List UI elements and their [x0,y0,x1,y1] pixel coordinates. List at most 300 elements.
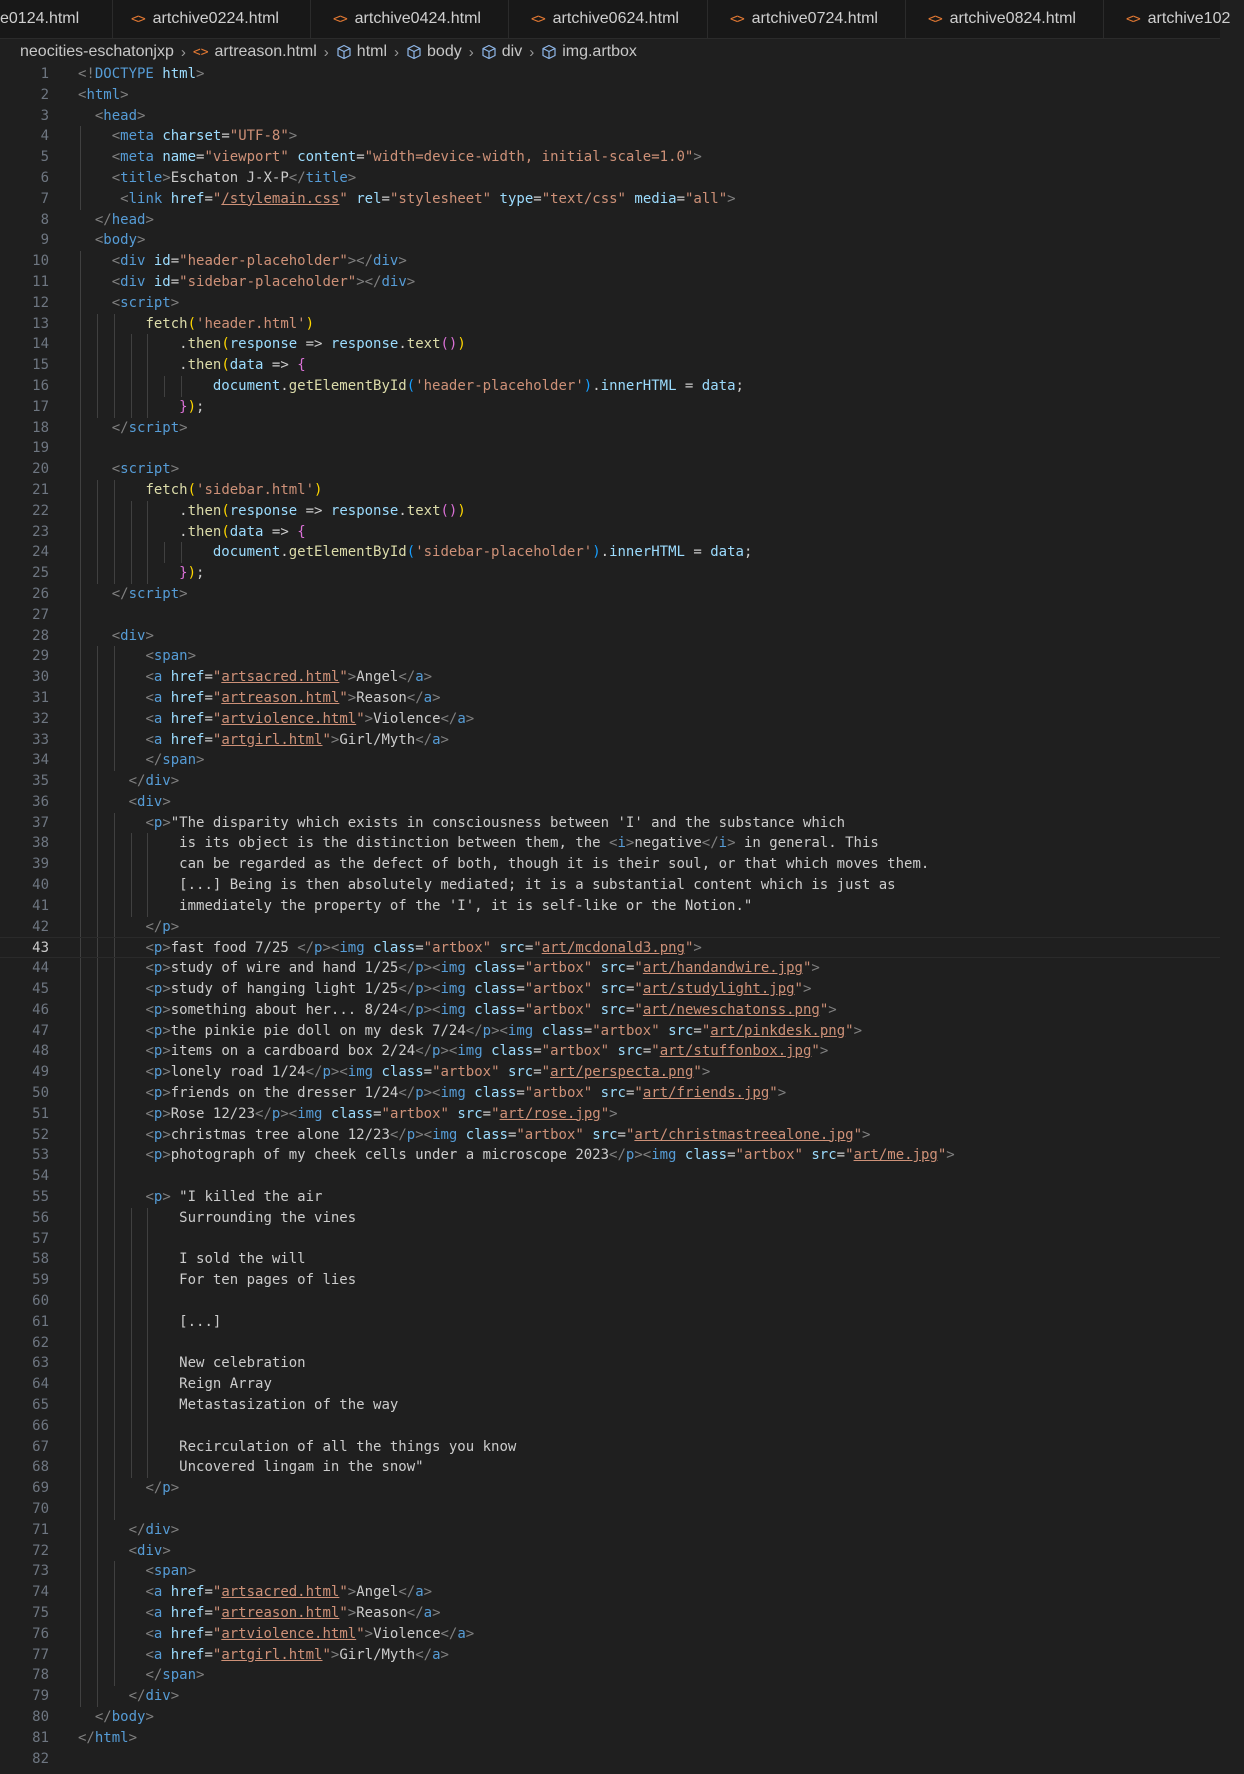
code-token: > [137,107,146,124]
code-token: class [373,940,416,957]
code-line[interactable] [0,459,1220,480]
code-line[interactable] [0,1125,1220,1146]
line-number: 49 [32,1064,49,1081]
code-line[interactable] [0,1707,1220,1728]
code-token: script [128,585,180,602]
chevron-right-icon: › [529,43,535,61]
code-line[interactable] [0,605,1220,626]
code-token: div [145,1521,171,1538]
tab-artchive0824[interactable] [906,0,1104,38]
code-text [78,1145,955,1166]
code-token: img [651,1147,685,1164]
code-text [78,1041,828,1062]
code-line[interactable] [0,1312,1220,1333]
code-token: Reason [356,689,407,706]
tab-label: artchive0824.html [949,10,1076,27]
code-token: Angel [356,669,399,686]
code-token: class [474,1001,517,1018]
code-token: > [196,66,205,82]
code-token: p [153,1085,163,1102]
code-token: >< [440,1043,458,1060]
code-text [78,1437,516,1458]
code-line[interactable] [0,875,1220,896]
code-token: img [297,1105,331,1122]
code-line[interactable] [0,1416,1220,1437]
code-line[interactable] [0,480,1220,501]
code-token: class [474,960,517,977]
line-number: 70 [32,1500,49,1517]
code-token: Eschaton J-X-P [170,169,289,186]
code-token: " [684,940,694,957]
line-number: 55 [32,1189,49,1206]
code-line[interactable] [0,64,1220,85]
code-token: > [162,1105,171,1122]
code-line[interactable] [0,626,1220,647]
code-token: = [356,149,365,166]
code-token: . [179,502,188,519]
code-line[interactable] [0,272,1220,293]
code-token: > [406,273,416,290]
breadcrumb-symbol-html[interactable] [336,43,387,61]
code-token: . [179,357,188,374]
line-number: 2 [40,86,49,103]
code-token: response [330,336,399,353]
code-token: 'header-placeholder' [415,377,584,394]
code-token: ) [314,481,323,498]
code-line[interactable] [0,230,1220,251]
code-line[interactable] [0,1686,1220,1707]
code-token: class [465,1126,508,1143]
code-token: < [145,981,154,998]
code-line[interactable] [0,1478,1220,1499]
code-token: a [153,710,171,727]
code-line[interactable] [0,896,1220,917]
tab-artchive0424[interactable] [311,0,509,38]
code-line[interactable] [0,397,1220,418]
code-token: "sidebar-placeholder" [179,273,357,290]
code-token: > [440,1646,449,1663]
code-line[interactable] [0,1062,1220,1083]
code-token: " [625,1126,635,1143]
code-line[interactable] [0,126,1220,147]
code-line[interactable] [0,750,1220,771]
code-line[interactable] [0,1582,1220,1603]
code-line[interactable] [0,1603,1220,1624]
code-line[interactable] [0,418,1220,439]
code-token: >< [423,960,441,977]
code-text [78,126,297,147]
code-line[interactable] [0,792,1220,813]
code-token: div [145,773,171,790]
code-text [78,563,204,584]
code-line[interactable] [0,106,1220,127]
code-line[interactable] [0,730,1220,751]
code-token: class [541,1022,584,1039]
code-token: > [170,461,180,478]
code-token: > [819,1043,829,1060]
code-line[interactable] [0,854,1220,875]
code-text [78,522,306,543]
code-token: a [457,710,466,727]
code-line[interactable] [0,1166,1220,1187]
code-token: </ [398,981,416,998]
tab-label: artchive0224.html [152,10,279,27]
code-token: </ [398,960,416,977]
code-token: </ [145,1480,163,1497]
code-token: art/me.jpg [853,1147,938,1164]
tab-artchive0624[interactable] [509,0,708,38]
line-number: 66 [32,1417,49,1434]
code-line[interactable] [0,1187,1220,1208]
code-token: = [642,1043,652,1060]
line-number: 77 [32,1646,49,1663]
code-line[interactable] [0,522,1220,543]
code-token: meta [120,128,163,145]
line-number: 51 [32,1105,49,1122]
code-token: > [432,689,441,706]
code-line[interactable] [0,1457,1220,1478]
code-line[interactable] [0,1749,1220,1770]
code-line[interactable] [0,1083,1220,1104]
code-token: " [600,1105,610,1122]
code-line[interactable] [0,1229,1220,1250]
code-token: " [212,689,222,706]
code-text [78,230,145,251]
html-file-icon: <> [928,11,942,27]
code-token: img [339,940,374,957]
code-token: > [727,190,736,207]
code-line[interactable] [0,293,1220,314]
code-token: >< [280,1105,298,1122]
code-token: < [145,1584,154,1601]
code-token: " [937,1147,947,1164]
code-token: ( [221,523,230,540]
code-token: p [625,1147,635,1164]
code-token: p [415,981,424,998]
code-token: Recirculation of all the things you know [179,1438,517,1455]
code-token: name [162,149,197,166]
cube-icon [541,44,557,60]
code-line[interactable] [0,813,1220,834]
code-token: () [440,502,458,519]
code-line[interactable] [0,1145,1220,1166]
html-file-icon: <> [1126,11,1140,27]
code-editor[interactable] [0,64,1220,1774]
code-line[interactable] [0,937,1220,958]
breadcrumb-symbol-body[interactable] [406,43,462,61]
code-token: { [297,523,306,540]
code-token: </ [128,1688,146,1705]
code-token: rel [356,190,382,207]
code-line[interactable] [0,438,1220,459]
code-token: href [170,1646,205,1663]
code-token: > [625,835,635,852]
line-number: 24 [32,544,49,561]
code-token: </ [415,1043,433,1060]
code-line[interactable] [0,1520,1220,1541]
code-line[interactable] [0,646,1220,667]
code-line[interactable] [0,1021,1220,1042]
line-number: 71 [32,1521,49,1538]
code-line[interactable] [0,1395,1220,1416]
code-token: "width=device-width, initial-scale=1.0" [364,149,694,166]
code-text [78,1187,322,1208]
line-number: 81 [32,1729,49,1746]
code-token: href [170,689,205,706]
code-line[interactable] [0,1728,1220,1749]
code-token: = [836,1147,846,1164]
code-token: . [600,544,610,561]
code-line[interactable] [0,709,1220,730]
breadcrumb-folder[interactable]: neocities-eschatonjxp [20,43,174,60]
breadcrumb-symbol-div[interactable] [481,43,522,61]
code-line[interactable] [0,1374,1220,1395]
breadcrumb-file-label: artreason.html [214,43,317,60]
code-token: Girl/Myth [339,731,416,748]
code-text [78,501,466,522]
code-token: < [111,627,121,644]
code-token: = [625,1085,635,1102]
code-line[interactable] [0,85,1220,106]
code-line[interactable] [0,563,1220,584]
code-line[interactable] [0,771,1220,792]
code-token: src [457,1105,483,1122]
cube-icon [336,44,352,60]
code-token: >< [491,1022,508,1039]
code-token: = [676,377,702,394]
code-token: " [634,981,643,998]
code-token: div [137,793,163,810]
code-token: > [330,731,340,748]
code-token: "artbox" [524,1085,601,1102]
tab-artchive0224[interactable] [113,0,311,38]
code-line[interactable] [0,584,1220,605]
line-number: 38 [32,835,49,852]
code-token: head [111,211,146,228]
code-token: < [145,1646,154,1663]
code-line[interactable] [0,189,1220,210]
html-file-icon: <> [131,11,145,27]
code-token: </ [389,1126,407,1143]
code-token: src [668,1022,694,1039]
code-line[interactable] [0,1561,1220,1582]
code-line[interactable] [0,1499,1220,1520]
code-text [78,168,356,189]
code-token: > [364,710,374,727]
code-token: document [212,377,281,394]
cube-icon [481,44,497,60]
code-token: = [516,960,525,977]
code-token: > [162,1147,171,1164]
code-token: = [693,1022,702,1039]
code-token: . [398,502,407,519]
code-line[interactable] [0,1249,1220,1270]
code-line[interactable] [0,1645,1220,1666]
code-line[interactable] [0,147,1220,168]
line-number: 39 [32,856,49,873]
code-token: i [718,835,728,852]
code-token: = [516,1001,525,1018]
code-token: p [153,1001,163,1018]
code-token: < [145,960,154,977]
code-token: > [162,793,171,810]
code-line[interactable] [0,979,1220,1000]
line-number: 80 [32,1708,49,1725]
line-number: 16 [32,377,49,394]
code-line[interactable] [0,1000,1220,1021]
code-token: data [229,357,264,374]
tab-artchive0724[interactable] [708,0,906,38]
code-token: src [600,1085,626,1102]
code-text [78,1353,306,1374]
code-line[interactable] [0,1437,1220,1458]
line-number: 61 [32,1313,49,1330]
code-token: class [330,1105,374,1122]
line-number: 21 [32,481,49,498]
code-token: " [322,1646,331,1663]
code-token: img [507,1022,542,1039]
code-token: > [811,960,820,977]
code-token: response [229,336,298,353]
code-text [78,459,179,480]
code-line[interactable] [0,1541,1220,1562]
code-line[interactable] [0,334,1220,355]
code-token: " [634,1001,643,1018]
code-text [78,1499,145,1520]
code-line[interactable] [0,833,1220,854]
code-token: span [162,752,197,769]
code-token: 'sidebar.html' [196,481,315,498]
tab-e0124[interactable] [0,0,113,38]
code-token: meta [120,149,163,166]
breadcrumb-file[interactable] [193,43,317,61]
code-token: div [137,1542,163,1559]
code-line[interactable] [0,1665,1220,1686]
code-line[interactable] [0,1291,1220,1312]
code-token: </ [145,1667,163,1684]
code-token: = [204,1604,213,1621]
code-token: </ [440,710,458,727]
code-line[interactable] [0,1333,1220,1354]
code-token: </ [398,1001,416,1018]
code-line[interactable] [0,1624,1220,1645]
code-token: < [145,1001,154,1018]
line-number: 26 [32,585,49,602]
code-token: . [179,336,188,353]
code-text [78,1125,870,1146]
code-token: > [162,1043,171,1060]
code-token: script [120,294,171,311]
code-token: art/mcdonald3.png [541,940,685,957]
code-token: < [145,1105,154,1122]
code-token: > [777,1085,787,1102]
code-token: ( [406,544,416,561]
code-token: Violence [373,1625,441,1642]
code-token: </ [415,1646,433,1663]
code-text [78,1624,474,1645]
code-line[interactable] [0,1208,1220,1229]
code-text [78,584,188,605]
code-line[interactable] [0,355,1220,376]
code-token: = [204,689,213,706]
code-text [78,1561,196,1582]
code-token: " [845,1022,854,1039]
code-token: " [339,689,348,706]
line-number: 23 [32,523,49,540]
code-token: </ [297,940,315,957]
code-token: negative [634,835,702,852]
code-token: " [212,1604,222,1621]
tab-artchive102[interactable] [1104,0,1244,38]
code-token: > [802,981,812,998]
code-token: "artbox" [381,1105,458,1122]
code-text [78,958,820,979]
code-text [78,314,314,335]
code-token: >< [330,1064,348,1081]
line-number: 58 [32,1251,49,1268]
code-token: body [111,1708,146,1725]
code-text [78,1457,424,1478]
code-line[interactable] [0,1104,1220,1125]
code-token: href [170,190,205,207]
code-token: span [153,1563,188,1580]
code-token: . [280,377,289,394]
code-text [78,189,736,210]
code-token: text [406,502,441,519]
code-line[interactable] [0,501,1220,522]
code-line[interactable] [0,251,1220,272]
code-token: getElementById [288,377,407,394]
code-line[interactable] [0,1353,1220,1374]
code-token: = [415,940,424,957]
code-line[interactable] [0,667,1220,688]
line-number: 6 [40,169,49,186]
code-line[interactable] [0,1041,1220,1062]
code-text [78,542,752,563]
code-token: < [128,1542,138,1559]
code-token: = [204,669,213,686]
line-number: 69 [32,1480,49,1497]
code-token: = [196,149,205,166]
code-line[interactable] [0,958,1220,979]
code-line[interactable] [0,1270,1220,1291]
code-text [78,210,154,231]
code-line[interactable] [0,210,1220,231]
code-line[interactable] [0,542,1220,563]
code-line[interactable] [0,168,1220,189]
breadcrumb-symbol-img[interactable] [541,43,637,61]
line-number: 57 [32,1230,49,1247]
line-number: 54 [32,1168,49,1185]
code-text [78,1104,618,1125]
line-number: 45 [32,981,49,998]
code-token: img [347,1064,382,1081]
code-token: </ [128,773,146,790]
code-token: ; [196,398,205,415]
code-token: Reason [356,1604,407,1621]
line-number: 50 [32,1085,49,1102]
tab-label: artchive102 [1147,10,1231,27]
code-token: > [179,585,188,602]
code-token: > [347,689,357,706]
code-line[interactable] [0,376,1220,397]
code-line[interactable] [0,688,1220,709]
code-line[interactable] [0,314,1220,335]
code-token: > [398,253,407,270]
line-number: 37 [32,814,49,831]
code-token: Metastasization of the way [179,1397,399,1413]
code-line[interactable] [0,917,1220,938]
